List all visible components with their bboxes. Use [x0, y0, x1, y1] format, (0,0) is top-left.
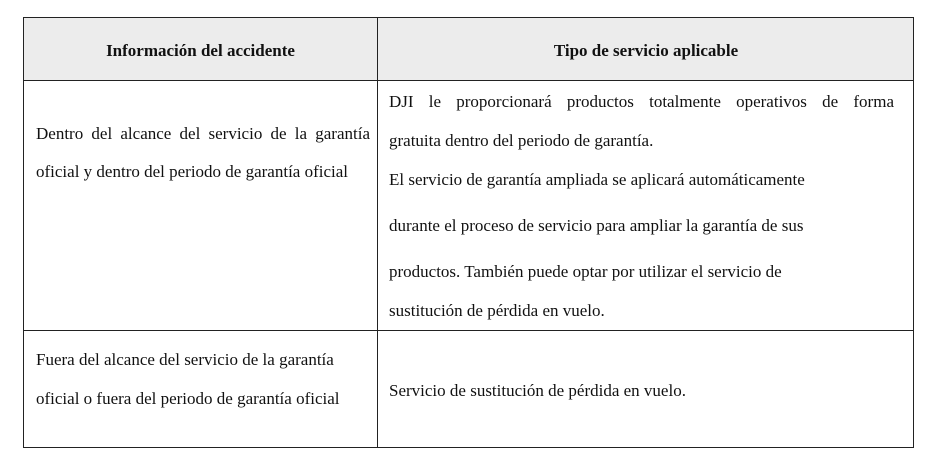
row1-service-line: El servicio de garantía ampliada se aplicará automáticamente: [389, 170, 805, 189]
row1-service-line: gratuita dentro del periodo de garantía.: [389, 131, 654, 150]
row1-service-line: sustitución de pérdida en vuelo.: [389, 301, 605, 320]
row2-service-type: Servicio de sustitución de pérdida en vuelo.: [389, 381, 686, 400]
row1-accident-info: Dentro del alcance del servicio de la garantía oficial y dentro del periodo de garantía oficial: [36, 124, 370, 181]
row1-service-line: durante el proceso de servicio para ampliar la garantía de sus: [389, 216, 804, 235]
header-divider: [24, 80, 913, 81]
row2-accident-info: Fuera del alcance del servicio de la garantía oficial o fuera del periodo de garantía oficial: [36, 350, 340, 408]
row1-service-line: DJI le proporcionará productos totalmente operativos de forma: [389, 92, 894, 111]
header-service-type: Tipo de servicio aplicable: [553, 41, 739, 60]
row1-service-line: productos. También puede optar por utilizar el servicio de: [389, 262, 782, 281]
row-divider: [24, 330, 913, 331]
column-divider: [377, 18, 378, 447]
warranty-table: [23, 17, 914, 448]
header-accident-info: Información del accidente: [106, 41, 295, 60]
